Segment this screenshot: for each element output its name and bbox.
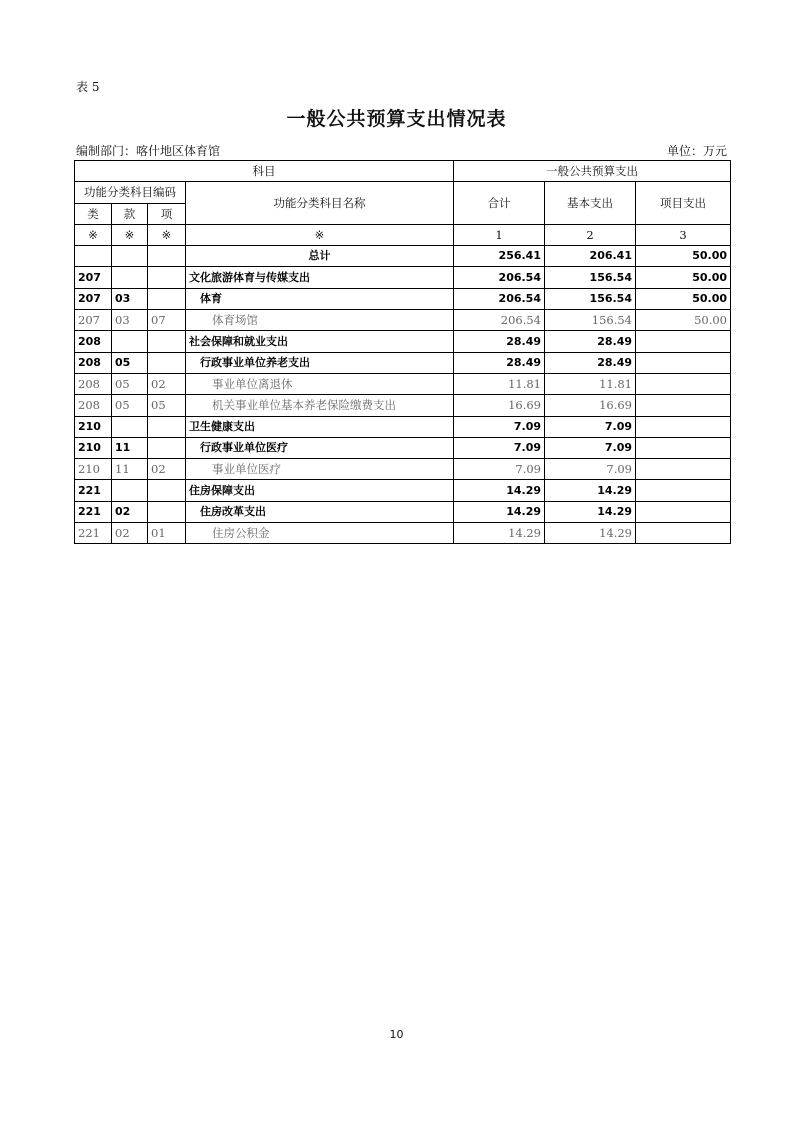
total-cell: 7.09 <box>454 459 545 480</box>
project-cell <box>636 501 731 522</box>
basic-cell: 7.09 <box>545 459 636 480</box>
basic-cell: 7.09 <box>545 416 636 437</box>
xiang-header: 项 <box>148 203 186 224</box>
total-cell: 206.54 <box>454 310 545 331</box>
basic-cell: 206.41 <box>545 246 636 267</box>
basic-cell: 14.29 <box>545 480 636 501</box>
basic-cell: 156.54 <box>545 267 636 288</box>
lei-cell: 210 <box>75 437 112 458</box>
subject-header: 科目 <box>75 161 454 182</box>
project-cell <box>636 373 731 394</box>
lei-cell: 207 <box>75 267 112 288</box>
name-cell: 行政事业单位医疗 <box>186 437 454 458</box>
compiling-department: 编制部门：喀什地区体育馆 <box>76 144 221 158</box>
name-cell: 文化旅游体育与传媒支出 <box>186 267 454 288</box>
table-row <box>75 459 731 480</box>
code-header: 功能分类科目编码 <box>75 182 186 203</box>
xiang-cell <box>148 331 186 352</box>
page-number: 10 <box>389 1028 404 1041</box>
table-row <box>75 373 731 394</box>
name-cell: 住房公积金 <box>186 523 454 544</box>
total-cell: 206.54 <box>454 267 545 288</box>
total-cell: 14.29 <box>454 523 545 544</box>
project-cell <box>636 437 731 458</box>
project-cell: 50.00 <box>636 310 731 331</box>
total-header: 合计 <box>454 182 545 225</box>
project-cell <box>636 331 731 352</box>
basic-cell: 28.49 <box>545 331 636 352</box>
table-number: 表 5 <box>76 80 100 94</box>
basic-cell: 11.81 <box>545 373 636 394</box>
kuan-cell: 11 <box>112 459 148 480</box>
budget-table <box>74 160 731 544</box>
basic-cell: 28.49 <box>545 352 636 373</box>
kuan-cell <box>112 331 148 352</box>
kuan-cell: 11 <box>112 437 148 458</box>
kuan-header: 款 <box>112 203 148 224</box>
index-cell: 2 <box>545 224 636 245</box>
table-row <box>75 501 731 522</box>
total-cell: 11.81 <box>454 373 545 394</box>
table-row <box>75 310 731 331</box>
basic-header: 基本支出 <box>545 182 636 225</box>
name-cell: 总计 <box>186 246 454 267</box>
unit-label: 单位：万元 <box>666 144 727 158</box>
lei-cell: 208 <box>75 373 112 394</box>
xiang-cell: 02 <box>148 459 186 480</box>
budget-header: 一般公共预算支出 <box>454 161 731 182</box>
total-cell: 28.49 <box>454 331 545 352</box>
lei-cell: 210 <box>75 459 112 480</box>
total-cell: 28.49 <box>454 352 545 373</box>
header-row-2 <box>75 182 731 203</box>
project-cell: 50.00 <box>636 267 731 288</box>
xiang-cell: 01 <box>148 523 186 544</box>
kuan-cell <box>112 246 148 267</box>
basic-cell: 156.54 <box>545 288 636 309</box>
name-cell: 事业单位离退休 <box>186 373 454 394</box>
project-cell <box>636 416 731 437</box>
total-cell: 206.54 <box>454 288 545 309</box>
project-cell: 50.00 <box>636 246 731 267</box>
project-cell <box>636 395 731 416</box>
name-cell: 行政事业单位养老支出 <box>186 352 454 373</box>
kuan-cell: 05 <box>112 352 148 373</box>
project-cell <box>636 459 731 480</box>
project-cell <box>636 480 731 501</box>
xiang-cell: 02 <box>148 373 186 394</box>
lei-cell: 221 <box>75 523 112 544</box>
table-row <box>75 331 731 352</box>
table-row <box>75 523 731 544</box>
xiang-cell <box>148 267 186 288</box>
total-cell: 7.09 <box>454 437 545 458</box>
header-row-1 <box>75 161 731 182</box>
name-cell: 体育 <box>186 288 454 309</box>
name-cell: 机关事业单位基本养老保险缴费支出 <box>186 395 454 416</box>
basic-cell: 14.29 <box>545 501 636 522</box>
mark-cell: ※ <box>148 224 186 245</box>
xiang-cell: 07 <box>148 310 186 331</box>
total-cell: 14.29 <box>454 480 545 501</box>
lei-cell: 208 <box>75 331 112 352</box>
name-cell: 社会保障和就业支出 <box>186 331 454 352</box>
mark-cell: ※ <box>75 224 112 245</box>
kuan-cell: 05 <box>112 373 148 394</box>
lei-cell: 221 <box>75 480 112 501</box>
basic-cell: 156.54 <box>545 310 636 331</box>
name-header: 功能分类科目名称 <box>186 182 454 225</box>
kuan-cell <box>112 480 148 501</box>
xiang-cell <box>148 480 186 501</box>
lei-cell: 221 <box>75 501 112 522</box>
mark-cell: ※ <box>186 224 454 245</box>
table-row <box>75 267 731 288</box>
table-row <box>75 352 731 373</box>
table-row <box>75 395 731 416</box>
basic-cell: 7.09 <box>545 437 636 458</box>
xiang-cell <box>148 352 186 373</box>
lei-cell <box>75 246 112 267</box>
total-cell: 7.09 <box>454 416 545 437</box>
total-cell: 256.41 <box>454 246 545 267</box>
xiang-cell <box>148 437 186 458</box>
lei-cell: 207 <box>75 310 112 331</box>
lei-cell: 208 <box>75 395 112 416</box>
kuan-cell: 03 <box>112 310 148 331</box>
name-cell: 事业单位医疗 <box>186 459 454 480</box>
index-cell: 3 <box>636 224 731 245</box>
project-cell <box>636 523 731 544</box>
table-row <box>75 246 731 267</box>
project-cell <box>636 352 731 373</box>
xiang-cell <box>148 288 186 309</box>
lei-header: 类 <box>75 203 112 224</box>
xiang-cell <box>148 416 186 437</box>
mark-cell: ※ <box>112 224 148 245</box>
index-row <box>75 224 731 245</box>
basic-cell: 16.69 <box>545 395 636 416</box>
table-row <box>75 480 731 501</box>
lei-cell: 207 <box>75 288 112 309</box>
name-cell: 卫生健康支出 <box>186 416 454 437</box>
budget-table-body <box>75 161 731 544</box>
total-cell: 16.69 <box>454 395 545 416</box>
page-title: 一般公共预算支出情况表 <box>286 108 507 130</box>
table-row <box>75 437 731 458</box>
table-row <box>75 416 731 437</box>
total-cell: 14.29 <box>454 501 545 522</box>
xiang-cell <box>148 501 186 522</box>
lei-cell: 208 <box>75 352 112 373</box>
table-row <box>75 288 731 309</box>
index-cell: 1 <box>454 224 545 245</box>
xiang-cell: 05 <box>148 395 186 416</box>
name-cell: 住房改革支出 <box>186 501 454 522</box>
kuan-cell <box>112 267 148 288</box>
kuan-cell: 02 <box>112 501 148 522</box>
project-header: 项目支出 <box>636 182 731 225</box>
kuan-cell: 03 <box>112 288 148 309</box>
xiang-cell <box>148 246 186 267</box>
kuan-cell <box>112 416 148 437</box>
project-cell: 50.00 <box>636 288 731 309</box>
lei-cell: 210 <box>75 416 112 437</box>
name-cell: 体育场馆 <box>186 310 454 331</box>
kuan-cell: 02 <box>112 523 148 544</box>
name-cell: 住房保障支出 <box>186 480 454 501</box>
basic-cell: 14.29 <box>545 523 636 544</box>
kuan-cell: 05 <box>112 395 148 416</box>
